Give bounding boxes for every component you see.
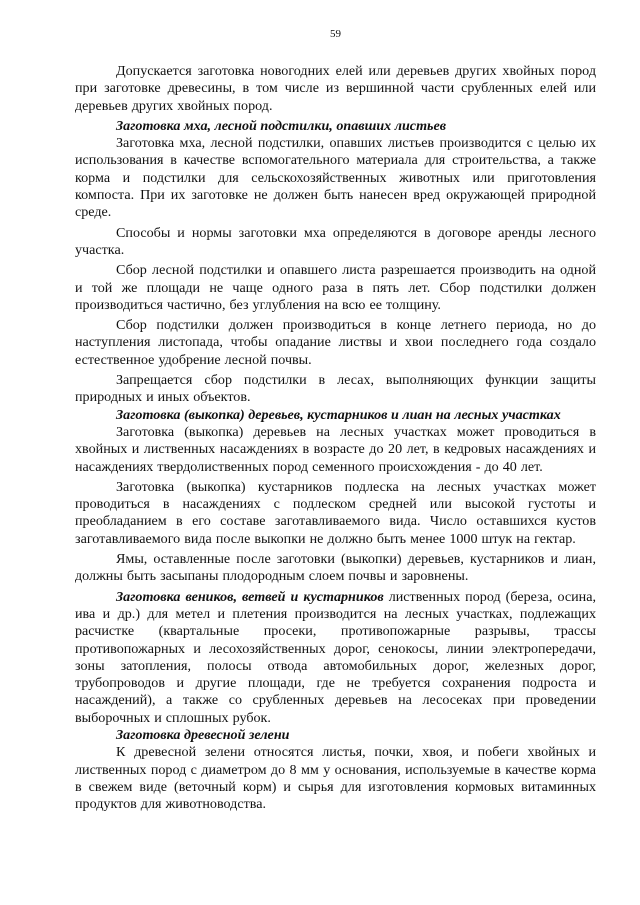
paragraph-new-year-trees: Допускается заготовка новогодних елей или деревьев других хвойных пород при заготовке древесины, в том числе из вершинной части срубленных елей или деревьев других хвойных пород. (75, 63, 596, 114)
paragraph-brooms-text: лиственных пород (береза, осина, ива и др.) для метел и плетения производится на лесных участках, подлежащих расчистке (квартальные просеки, противопожарные разрывы, трассы противопожарных и лесохозяйственных дорог, сенокосы, линии электропередачи, зоны затопления, полосы отвода автомобильных дорог, железных дорог, трубопроводов и другие площади, где не требуется сохранения подроста и насаждений), а также со срубленных деревьев на лесосеках при проведении выборочных и сплошных рубок. (75, 588, 596, 726)
paragraph-shrubs-digging: Заготовка (выкопка) кустарников подлеска на лесных участках может проводиться в насаждениях с подлеском средней или высокой густоты и преобладанием в его составе заготавливаемого вида. Число оставшихся кустов заготавливаемого вида после выкопки не должно быть менее 1000 штук на гектар. (75, 478, 596, 547)
heading-digging-trees: Заготовка (выкопка) деревьев, кустарников и лиан на лесных участках (116, 406, 561, 423)
paragraph-moss-purpose: Заготовка мха, лесной подстилки, опавших листьев производится с целью их использования в качестве вспомогательного материала для строительства, а также корма и подстилки для сельскохозяйственных животных или приготовления компоста. При их заготовке не должен быть нанесен вред окружающей природной среде. (75, 135, 596, 221)
heading-tree-greens: Заготовка древесной зелени (116, 726, 290, 743)
paragraph-pits: Ямы, оставленные после заготовки (выкопки) деревьев, кустарников и лиан, должны быть засыпаны плодородным слоем почвы и заровнены. (75, 551, 596, 585)
paragraph-litter-frequency: Сбор лесной подстилки и опавшего листа разрешается производить на одной и той же площади не чаще одного раза в пять лет. Сбор подстилки должен производиться частично, без углубления на всю ее толщину. (75, 262, 596, 313)
heading-moss-litter: Заготовка мха, лесной подстилки, опавших листьев (116, 117, 447, 134)
paragraph-litter-timing: Сбор подстилки должен производиться в конце летнего периода, но до наступления листопада, чтобы опадание листвы и хвои последнего года создало естественное удобрение лесной почвы. (75, 317, 596, 368)
paragraph-litter-prohibition: Запрещается сбор подстилки в лесах, выполняющих функции защиты природных и иных объектов. (75, 372, 596, 406)
paragraph-trees-digging: Заготовка (выкопка) деревьев на лесных участках может проводиться в хвойных и лиственных насаждениях в возрасте до 20 лет, в кедровых насаждениях и насаждениях твердолиственных пород семенного происхождения - до 40 лет. (75, 423, 596, 475)
paragraph-tree-greens: К древесной зелени относятся листья, почки, хвоя, и побеги хвойных и лиственных пород с диаметром до 8 мм у основания, используемые в качестве корма в свежем виде (веточный корм) и сырья для изготовления кормовых витаминных продуктов для животноводства. (75, 744, 596, 813)
page-number: 59 (330, 28, 341, 40)
paragraph-moss-norms: Способы и нормы заготовки мха определяются в договоре аренды лесного участка. (75, 224, 596, 258)
inline-heading-brooms: Заготовка веников, ветвей и кустарников (116, 588, 384, 605)
paragraph-brooms-branches (75, 589, 596, 727)
